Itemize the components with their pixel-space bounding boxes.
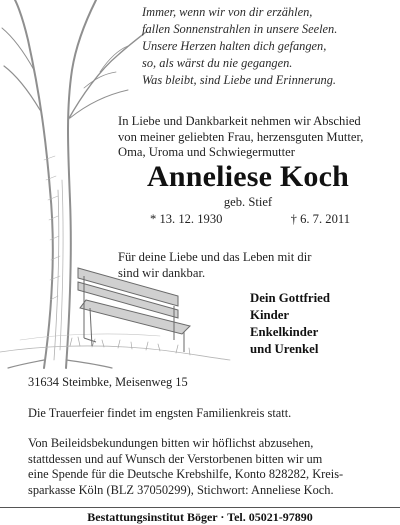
- deceased-name: Anneliese Koch: [147, 160, 349, 193]
- funeral-notice: Die Trauerfeier findet im engsten Familienkreis statt.: [28, 406, 292, 420]
- thanks-line: Für deine Liebe und das Leben mit dir: [118, 250, 312, 264]
- intro-line: Oma, Uroma und Schwiegermutter: [118, 145, 295, 159]
- life-dates: [150, 212, 350, 227]
- mourner: Kinder: [250, 308, 290, 322]
- mourners-list: [250, 290, 400, 358]
- donation-line: Von Beileidsbekundungen bitten wir höflichst abzusehen,: [28, 436, 314, 450]
- donation-line: eine Spende für die Deutsche Krebshilfe, Konto 828282, Kreis-: [28, 467, 344, 482]
- funeral-home-footer: Bestattungsinstitut Böger · Tel. 05021-97890: [0, 507, 400, 525]
- intro-line: von meiner geliebten Frau, herzensguten Mutter,: [118, 129, 364, 144]
- poem-line: Unsere Herzen halten dich gefangen,: [142, 39, 327, 53]
- memorial-poem: [142, 4, 398, 89]
- poem-line: so, als wärst du nie gegangen.: [142, 56, 293, 70]
- mourner: Enkelkinder: [250, 325, 319, 339]
- mourner: und Urenkel: [250, 342, 319, 356]
- death-date: † 6. 7. 2011: [290, 212, 350, 226]
- poem-line: fallen Sonnenstrahlen in unsere Seelen.: [142, 22, 338, 36]
- donation-line: stattdessen und auf Wunsch der Verstorbenen bitten wir um: [28, 451, 323, 466]
- mourner: Dein Gottfried: [250, 291, 330, 305]
- intro-line: In Liebe und Dankbarkeit nehmen wir Abschied: [118, 114, 361, 128]
- family-address: 31634 Steimbke, Meisenweg 15: [28, 375, 188, 389]
- donation-request: [28, 436, 390, 498]
- birth-name: geb. Stief: [223, 195, 273, 209]
- poem-line: Was bleibt, sind Liebe und Erinnerung.: [142, 73, 337, 87]
- poem-line: Immer, wenn wir von dir erzählen,: [142, 5, 313, 19]
- farewell-intro: [118, 114, 398, 161]
- birth-date: * 13. 12. 1930: [150, 212, 223, 226]
- donation-line: sparkasse Köln (BLZ 37050299), Stichwort: Anneliese Koch.: [28, 482, 334, 497]
- thanks-line: sind wir dankbar.: [118, 266, 206, 280]
- thanks-message: [118, 249, 398, 281]
